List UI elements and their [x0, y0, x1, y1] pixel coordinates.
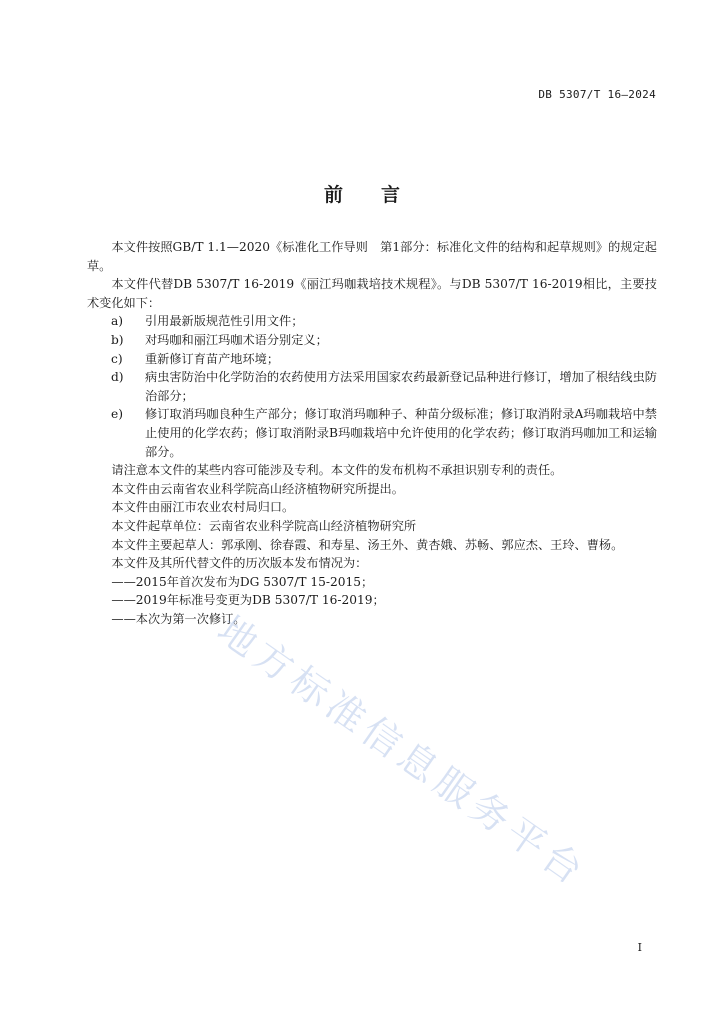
list-text: 修订取消玛咖良种生产部分；修订取消玛咖种子、种苗分级标准；修订取消附录A玛咖栽培中禁止使用的化学农药；修订取消附录B玛咖栽培中允许使用的化学农药；修订取消玛咖加工和运输部分。 [145, 407, 657, 459]
list-marker: e) [111, 407, 123, 422]
history-item: ——2015年首次发布为DG 5307/T 15-2015； [111, 574, 374, 589]
administrator-statement: 本文件由丽江市农业农村局归口。 [111, 500, 295, 515]
header-standard-code: DB 5307/T 16—2024 [538, 88, 656, 101]
list-marker: d) [111, 370, 124, 385]
list-text: 重新修订育苗产地环境； [145, 351, 280, 366]
list-item [87, 350, 657, 369]
drafters-statement: 本文件主要起草人：郭承刚、徐春霞、和寿星、汤王外、黄杏娥、苏畅、郭应杰、王玲、曹杨。 [111, 537, 624, 552]
replacement-paragraph: 本文件代替DB 5307/T 16-2019《丽江玛咖栽培技术规程》。与DB 5307/T 16-2019相比，主要技术变化如下： [87, 277, 657, 310]
list-item [87, 368, 657, 405]
list-item [87, 405, 657, 461]
history-item: ——本次为第一次修订。 [111, 611, 246, 626]
history-item: ——2019年标准号变更为DB 5307/T 16-2019； [111, 593, 385, 608]
document-body [87, 238, 657, 628]
list-text: 病虫害防治中化学防治的农药使用方法采用国家农药最新登记品种进行修订，增加了根结线虫防治部分； [145, 370, 657, 403]
page-title: 前 言 [323, 184, 400, 206]
changes-list [87, 312, 657, 461]
page-number: I [637, 941, 642, 954]
list-text: 对玛咖和丽江玛咖术语分别定义； [145, 332, 328, 347]
drafting-rule-paragraph: 本文件按照GB/T 1.1—2020《标准化工作导则 第1部分：标准化文件的结构和起草规则》的规定起草。 [87, 240, 657, 273]
list-item [87, 312, 657, 331]
history-intro: 本文件及其所代替文件的历次版本发布情况为： [111, 556, 368, 571]
watermark: 地方标准信息服务平台 [209, 607, 596, 896]
list-marker: c) [111, 351, 123, 366]
list-marker: a) [111, 314, 124, 329]
proposer-statement: 本文件由云南省农业科学院高山经济植物研究所提出。 [111, 481, 404, 496]
list-marker: b) [111, 332, 124, 347]
history-list [87, 573, 657, 629]
drafting-unit-statement: 本文件起草单位：云南省农业科学院高山经济植物研究所 [111, 518, 417, 533]
list-item [87, 331, 657, 350]
patent-notice: 请注意本文件的某些内容可能涉及专利。本文件的发布机构不承担识别专利的责任。 [111, 463, 563, 478]
list-text: 引用最新版规范性引用文件； [145, 314, 304, 329]
